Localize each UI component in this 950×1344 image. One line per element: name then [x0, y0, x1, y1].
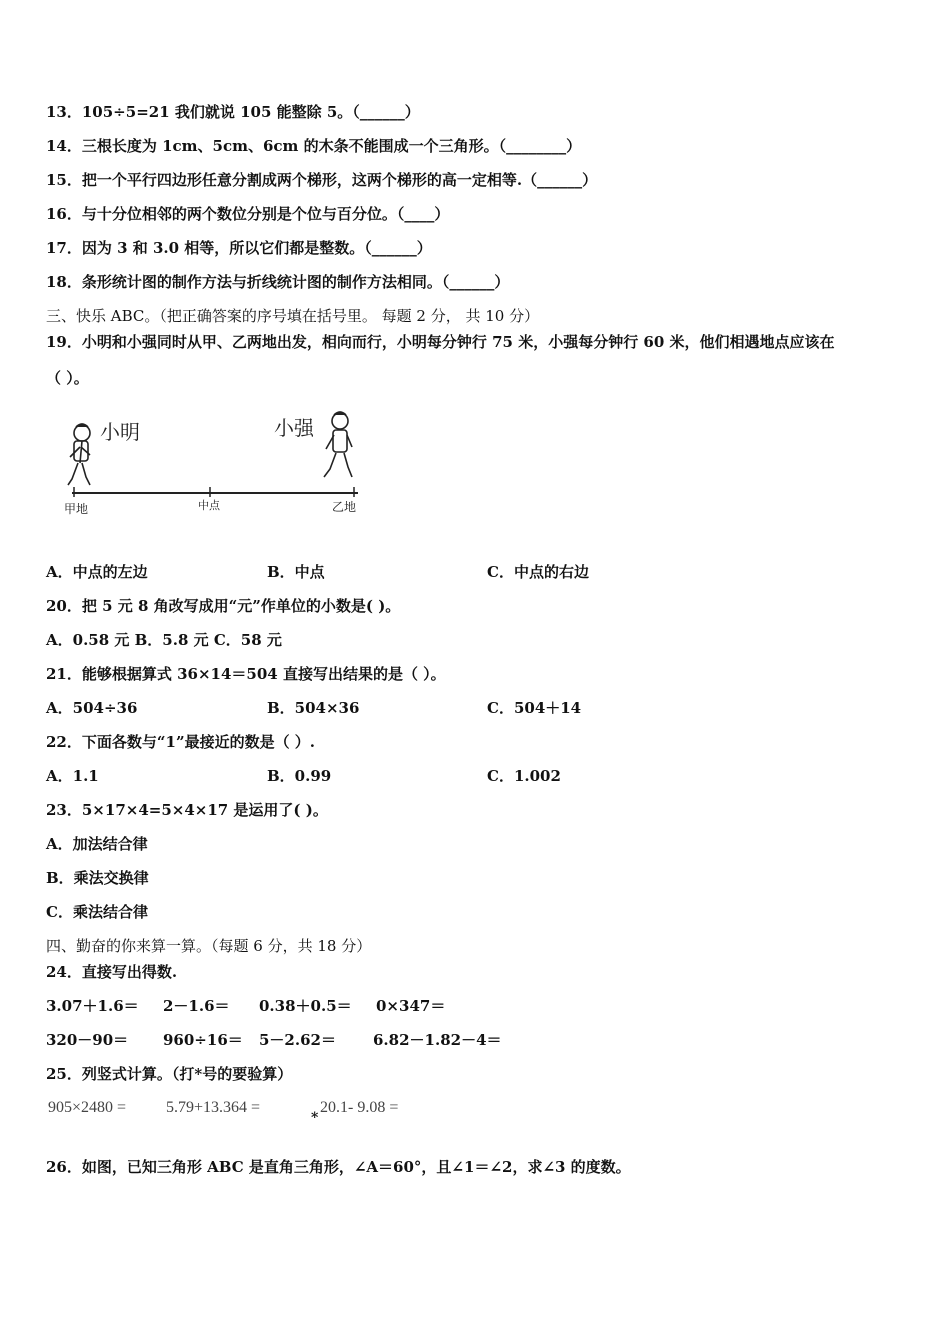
q22-option-a: A．1.1 — [46, 767, 99, 785]
boy-right-icon — [324, 412, 352, 477]
meeting-point-figure — [60, 403, 370, 528]
section-3-heading: 三、快乐 ABC。（把正确答案的序号填在括号里。 每题 2 分， 共 10 分） — [46, 307, 540, 325]
q22-option-b: B．0.99 — [267, 767, 332, 785]
calc-r2-3: 5－2.62＝ — [259, 1031, 336, 1049]
calc-r2-4: 6.82－1.82－4＝ — [373, 1031, 502, 1049]
question-17: 17．因为 3 和 3.0 相等，所以它们都是整数。（______） — [46, 239, 432, 257]
question-15: 15．把一个平行四边形任意分割成两个梯形，这两个梯形的高一定相等.（______） — [46, 171, 598, 189]
vertical-calc-3: 20.1- 9.08 = — [320, 1099, 399, 1116]
q23-option-a: A．加法结合律 — [46, 835, 148, 853]
q20-options: A．0.58 元 B．5.8 元 C．58 元 — [46, 631, 282, 649]
calc-r1-3: 0.38＋0.5＝ — [259, 997, 352, 1015]
right-label: 乙地 — [332, 500, 357, 514]
left-name: 小明 — [100, 420, 140, 444]
mid-label: 中点 — [198, 499, 220, 512]
q23-option-c: C．乘法结合律 — [46, 903, 148, 921]
question-25: 25．列竖式计算。（打*号的要验算） — [46, 1065, 293, 1083]
question-13: 13．105÷5=21 我们就说 105 能整除 5。（______） — [46, 103, 420, 121]
q21-option-a: A．504÷36 — [46, 699, 138, 717]
q19-option-b: B．中点 — [267, 563, 325, 581]
section-4-heading: 四、勤奋的你来算一算。（每题 6 分，共 18 分） — [46, 937, 372, 955]
vertical-calc-2: 5.79+13.364 = — [166, 1099, 261, 1116]
question-16: 16．与十分位相邻的两个数位分别是个位与百分位。（____） — [46, 205, 450, 223]
question-22: 22．下面各数与“1”最接近的数是（ ）. — [46, 733, 316, 751]
vertical-calc-1: 905×2480 = — [48, 1099, 127, 1116]
q21-option-c: C．504＋14 — [487, 699, 582, 717]
question-14: 14．三根长度为 1cm、5cm、6cm 的木条不能围成一个三角形。（________） — [46, 137, 582, 155]
q23-option-b: B．乘法交换律 — [46, 869, 149, 887]
calc-r2-1: 320－90＝ — [46, 1031, 129, 1049]
calc-r1-4: 0×347＝ — [376, 997, 446, 1015]
question-24: 24．直接写出得数. — [46, 963, 178, 981]
right-name: 小强 — [274, 416, 314, 440]
question-26: 26．如图，已知三角形 ABC 是直角三角形，∠A＝60°，且∠1＝∠2，求∠3 的度数。 — [46, 1158, 631, 1176]
q19-option-c: C．中点的右边 — [487, 563, 589, 581]
verify-star: * — [311, 1110, 319, 1126]
calc-r2-2: 960÷16＝ — [163, 1031, 243, 1049]
q21-option-b: B．504×36 — [267, 699, 360, 717]
question-19-line1: 19．小明和小强同时从甲、乙两地出发，相向而行，小明每分钟行 75 米，小强每分钟行 60 米，他们相遇地点应该在 — [46, 333, 835, 351]
q22-option-c: C．1.002 — [487, 767, 561, 785]
question-21: 21．能够根据算式 36×14＝504 直接写出结果的是（ ）。 — [46, 665, 446, 683]
question-19-line2: （ ）。 — [46, 369, 89, 387]
boy-left-icon — [68, 424, 90, 485]
question-20: 20．把 5 元 8 角改写成用“元”作单位的小数是( )。 — [46, 597, 401, 615]
left-label: 甲地 — [64, 502, 89, 516]
question-18: 18．条形统计图的制作方法与折线统计图的制作方法相同。（______） — [46, 273, 510, 291]
calc-r1-2: 2－1.6＝ — [163, 997, 230, 1015]
question-23: 23．5×17×4=5×4×17 是运用了( )。 — [46, 801, 328, 819]
calc-r1-1: 3.07＋1.6＝ — [46, 997, 139, 1015]
q19-option-a: A．中点的左边 — [46, 563, 148, 581]
